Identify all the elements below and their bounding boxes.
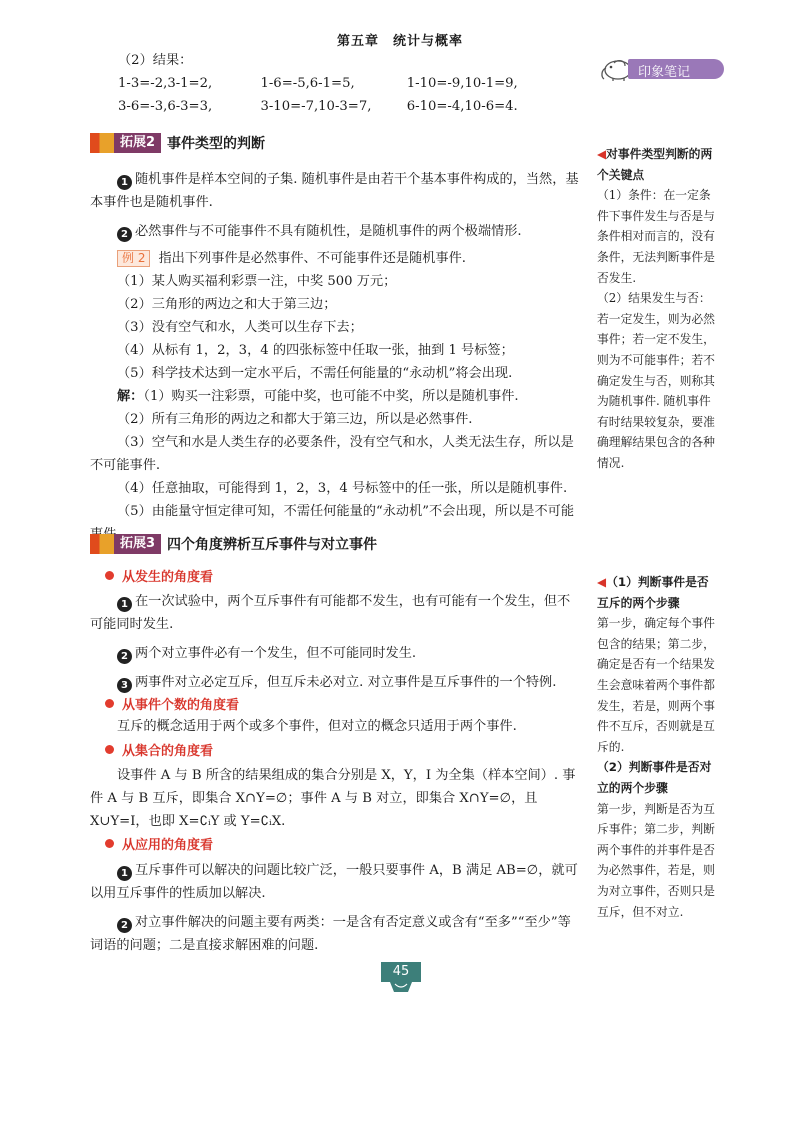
section2-body bbox=[90, 168, 580, 546]
section2-point2: 2 必然事件与不可能事件不具有随机性，是随机事件的两个极端情形. bbox=[90, 220, 580, 243]
solution-line: 解：（1）购买一注彩票，可能中奖，也可能不中奖，所以是随机事件. bbox=[117, 389, 519, 404]
notes-badge bbox=[598, 56, 726, 82]
angle4-body bbox=[90, 859, 580, 957]
section-bar-icon bbox=[90, 133, 114, 153]
circled-number-2-icon: 2 bbox=[117, 227, 132, 242]
results-row bbox=[90, 95, 580, 118]
sidebar-paragraph: 第一步，判断是否为互斥事件；第二步，判断两个事件的并事件是否为必然事件，若是，则为对立事件，否则只是互斥，但不对立. bbox=[597, 801, 715, 919]
example-item: （3）没有空气和水，人类可以生存下去； bbox=[117, 320, 363, 335]
angle-heading-application: 从应用的角度看 bbox=[105, 834, 213, 853]
sidebar-heading: （2）判断事件是否对立的两个步骤 bbox=[597, 760, 712, 795]
solution-line: （3）空气和水是人类生存的必要条件，没有空气和水，人类无法生存，所以是不可能事件. bbox=[90, 435, 574, 473]
solution-line: （5）由能量守恒定律可知，不需任何能量的“永动机”不会出现，所以是不可能 bbox=[117, 504, 575, 519]
sidebar-note-mutual-exclusion bbox=[597, 572, 715, 922]
circled-number-1-icon: 1 bbox=[117, 597, 132, 612]
page-number: 45 bbox=[381, 962, 421, 982]
angle1-point1: 1 在一次试验中，两个互斥事件有可能都不发生，也有可能有一个发生，但不可能同时发生. bbox=[90, 594, 571, 632]
chapter-header: 第五章 统计与概率 bbox=[336, 34, 463, 49]
results-row bbox=[90, 72, 580, 95]
circled-number-3-icon: 3 bbox=[117, 678, 132, 693]
sidebar-heading: ◀对事件类型判断的两个关键点 bbox=[597, 147, 713, 182]
results-block bbox=[90, 49, 580, 118]
angle1-point3: 3 两事件对立必定互斥，但互斥未必对立. 对立事件是互斥事件的一个特例. bbox=[90, 671, 580, 694]
red-dot-icon bbox=[105, 699, 114, 708]
example-item: （2）三角形的两边之和大于第三边； bbox=[117, 297, 337, 312]
sidebar-note-event-types bbox=[597, 144, 715, 474]
example-label: 例 2 bbox=[117, 250, 150, 267]
angle3-body bbox=[90, 764, 580, 833]
red-dot-icon bbox=[105, 745, 114, 754]
solution-line: （4）任意抽取，可能得到 1，2，3，4 号标签中的任一张，所以是随机事件. bbox=[117, 481, 568, 496]
angle-heading-count: 从事件个数的角度看 bbox=[105, 694, 239, 713]
result-cell: 3-6=-3,6-3=3, bbox=[118, 99, 213, 114]
sidebar-paragraph: 第一步，确定每个事件包含的结果；第二步，确定是否有一个结果发生会意味着两个事件都发生，若是，则两个事件不互斥，否则就是互斥的. bbox=[597, 616, 715, 754]
section2-title: 事件类型的判断 bbox=[167, 136, 266, 152]
result-cell: 3-10=-7,10-3=7, bbox=[260, 99, 372, 114]
angle3-point: 设事件 A 与 B 所含的结果组成的集合分别是 X，Y，I 为全集（样本空间）. 事件 A 与 B 互斥，即集合 X∩Y=∅；事件 A 与 B 对立，即集合 X∩Y=∅，且 X∪Y=I，也即 X=∁ᵢY 或 Y=∁ᵢX. bbox=[90, 768, 576, 829]
section2-point1: 1 随机事件是样本空间的子集. 随机事件是由若干个基本事件构成的，当然，基本事件也是随机事件. bbox=[90, 172, 579, 210]
circled-number-2-icon: 2 bbox=[117, 918, 132, 933]
result-cell: 1-10=-9,10-1=9, bbox=[406, 76, 518, 91]
section3-title: 四个角度辨析互斥事件与对立事件 bbox=[167, 537, 378, 553]
solution-label: 解： bbox=[117, 389, 144, 404]
red-arrow-icon: ◀ bbox=[597, 575, 607, 589]
circled-number-1-icon: 1 bbox=[117, 175, 132, 190]
notes-badge-label: 印象笔记 bbox=[638, 65, 691, 80]
red-dot-icon bbox=[105, 571, 114, 580]
red-arrow-icon: ◀ bbox=[597, 147, 607, 161]
angle4-point2: 2 对立事件解决的问题主要有两类：一是含有否定意义或含有“至多”“至少”等词语的问题；二是直接求解困难的问题. bbox=[90, 915, 571, 953]
result-cell: 6-10=-4,10-6=4. bbox=[406, 99, 518, 114]
angle1-point2: 2 两个对立事件必有一个发生，但不可能同时发生. bbox=[90, 642, 580, 665]
section-bar-icon bbox=[90, 534, 114, 554]
example-2 bbox=[90, 247, 580, 270]
example-text: 指出下列事件是必然事件、不可能事件还是随机事件. bbox=[158, 251, 466, 266]
angle2-point: 互斥的概念适用于两个或多个事件，但对立的概念只适用于两个事件. bbox=[117, 719, 517, 734]
solution-line: （2）所有三角形的两边之和都大于第三边，所以是必然事件. bbox=[117, 412, 473, 427]
angle1-body bbox=[90, 590, 580, 694]
section2-label: 拓展2 bbox=[114, 133, 161, 153]
red-dot-icon bbox=[105, 839, 114, 848]
page-tab-icon bbox=[390, 982, 412, 992]
result-cell: 1-6=-5,6-1=5, bbox=[260, 76, 355, 91]
section2-heading bbox=[90, 132, 265, 154]
sidebar-paragraph: （2）结果发生与否：若一定发生，则为必然事件；若一定不发生，则为不可能事件；若不确定发生与否，则称其为随机事件. 随机事件有时结果较复杂，要准确理解结果包含的各种情况. bbox=[597, 291, 715, 470]
result-cell: 1-3=-2,3-1=2, bbox=[118, 76, 213, 91]
sidebar-paragraph: （1）条件：在一定条件下事件发生与否是与条件相对而言的，没有条件，无法判断事件是否发生. bbox=[597, 188, 715, 285]
angle4-point1: 1 互斥事件可以解决的问题比较广泛，一般只要事件 A，B 满足 AB=∅，就可以用互斥事件的性质加以解决. bbox=[90, 863, 578, 901]
angle-heading-set: 从集合的角度看 bbox=[105, 740, 213, 759]
sidebar-heading: ◀（1）判断事件是否互斥的两个步骤 bbox=[597, 575, 709, 610]
example-item: （1）某人购买福利彩票一注，中奖 500 万元； bbox=[117, 274, 397, 289]
section3-heading bbox=[90, 533, 377, 555]
example-item: （5）科学技术达到一定水平后，不需任何能量的“永动机”将会出现. bbox=[117, 366, 513, 381]
angle-heading-occurrence: 从发生的角度看 bbox=[105, 566, 213, 585]
circled-number-1-icon: 1 bbox=[117, 866, 132, 881]
angle2-body bbox=[90, 715, 580, 738]
example-item: （4）从标有 1，2，3，4 的四张标签中任取一张，抽到 1 号标签； bbox=[117, 343, 514, 358]
section3-label: 拓展3 bbox=[114, 534, 161, 554]
results-label: （2）结果： bbox=[118, 53, 193, 68]
notes-badge-tag bbox=[628, 59, 724, 79]
circled-number-2-icon: 2 bbox=[117, 649, 132, 664]
